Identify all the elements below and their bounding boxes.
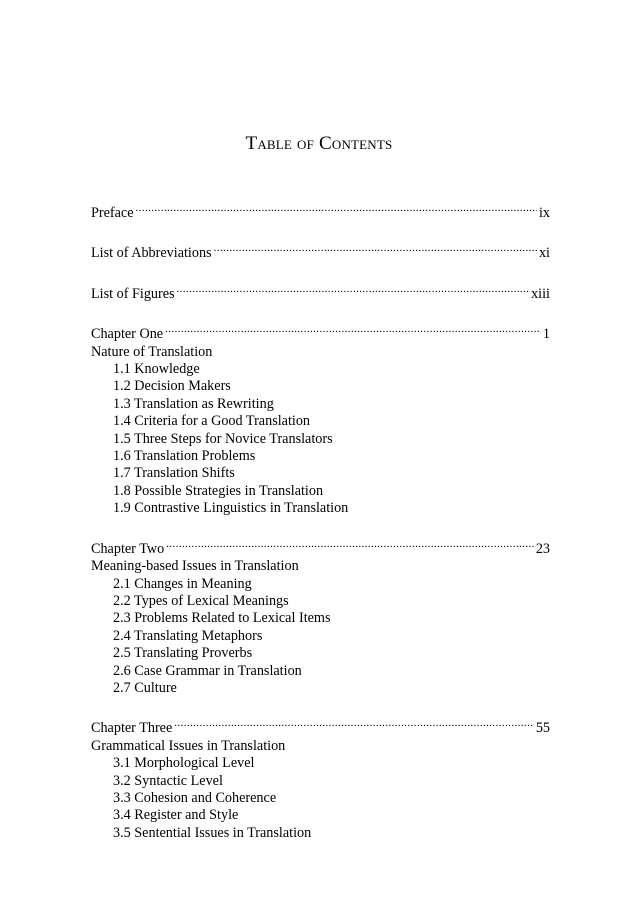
toc-entry-chapter-one xyxy=(91,321,550,343)
section-item: 2.2 Types of Lexical Meanings xyxy=(113,592,289,609)
section-item: 3.2 Syntactic Level xyxy=(113,772,223,789)
toc-entry-abbreviations xyxy=(91,240,550,262)
chapter-subtitle: Grammatical Issues in Translation xyxy=(91,737,286,754)
entry-label: List of Figures xyxy=(91,285,175,302)
section-item: 2.4 Translating Metaphors xyxy=(113,627,263,644)
section-item: 1.1 Knowledge xyxy=(113,361,200,378)
section-item: 1.6 Translation Problems xyxy=(113,448,256,465)
entry-page: xiii xyxy=(531,285,550,302)
section-item: 1.5 Three Steps for Novice Translators xyxy=(113,430,333,447)
chapter-subtitle: Nature of Translation xyxy=(91,343,213,360)
toc-entry-chapter-two xyxy=(91,536,550,558)
section-item: 1.2 Decision Makers xyxy=(113,378,231,395)
chapter-label: Chapter Two xyxy=(91,540,165,557)
entry-page: xi xyxy=(538,245,550,262)
dot-leader xyxy=(174,715,534,732)
section-item: 1.8 Possible Strategies in Translation xyxy=(113,482,324,499)
section-item: 2.6 Case Grammar in Translation xyxy=(113,662,302,679)
chapter-label: Chapter Three xyxy=(91,720,173,737)
toc-entry-figures xyxy=(91,281,550,303)
section-item: 3.4 Register and Style xyxy=(113,807,239,824)
section-item: 2.5 Translating Proverbs xyxy=(113,645,253,662)
section-item: 3.5 Sentential Issues in Translation xyxy=(113,824,312,841)
section-item: 2.1 Changes in Meaning xyxy=(113,575,252,592)
section-item: 2.7 Culture xyxy=(113,679,177,696)
toc-entry-preface xyxy=(91,200,550,222)
dot-leader xyxy=(214,240,537,257)
entry-page: 1 xyxy=(542,326,550,343)
entry-page: 55 xyxy=(535,720,550,737)
section-item: 1.3 Translation as Rewriting xyxy=(113,395,274,412)
dot-leader xyxy=(136,200,537,217)
dot-leader xyxy=(177,281,530,298)
entry-page: 23 xyxy=(535,540,550,557)
entry-label: Preface xyxy=(91,205,134,221)
toc-entry-chapter-three xyxy=(91,715,550,737)
section-item: 1.7 Translation Shifts xyxy=(113,465,235,482)
entry-label: List of Abbreviations xyxy=(91,245,212,262)
section-item: 3.1 Morphological Level xyxy=(113,755,255,772)
section-item: 2.3 Problems Related to Lexical Items xyxy=(113,610,331,627)
chapter-subtitle: Meaning-based Issues in Translation xyxy=(91,558,299,575)
dot-leader xyxy=(166,536,534,553)
section-item: 1.4 Criteria for a Good Translation xyxy=(113,413,311,430)
section-item: 3.3 Cohesion and Coherence xyxy=(113,789,277,806)
toc-list xyxy=(91,200,550,842)
entry-page: ix xyxy=(538,205,550,221)
chapter-label: Chapter One xyxy=(91,326,164,343)
page-title: Table of Contents xyxy=(245,133,393,154)
section-item: 1.9 Contrastive Linguistics in Translation xyxy=(113,500,349,517)
dot-leader xyxy=(165,321,541,338)
